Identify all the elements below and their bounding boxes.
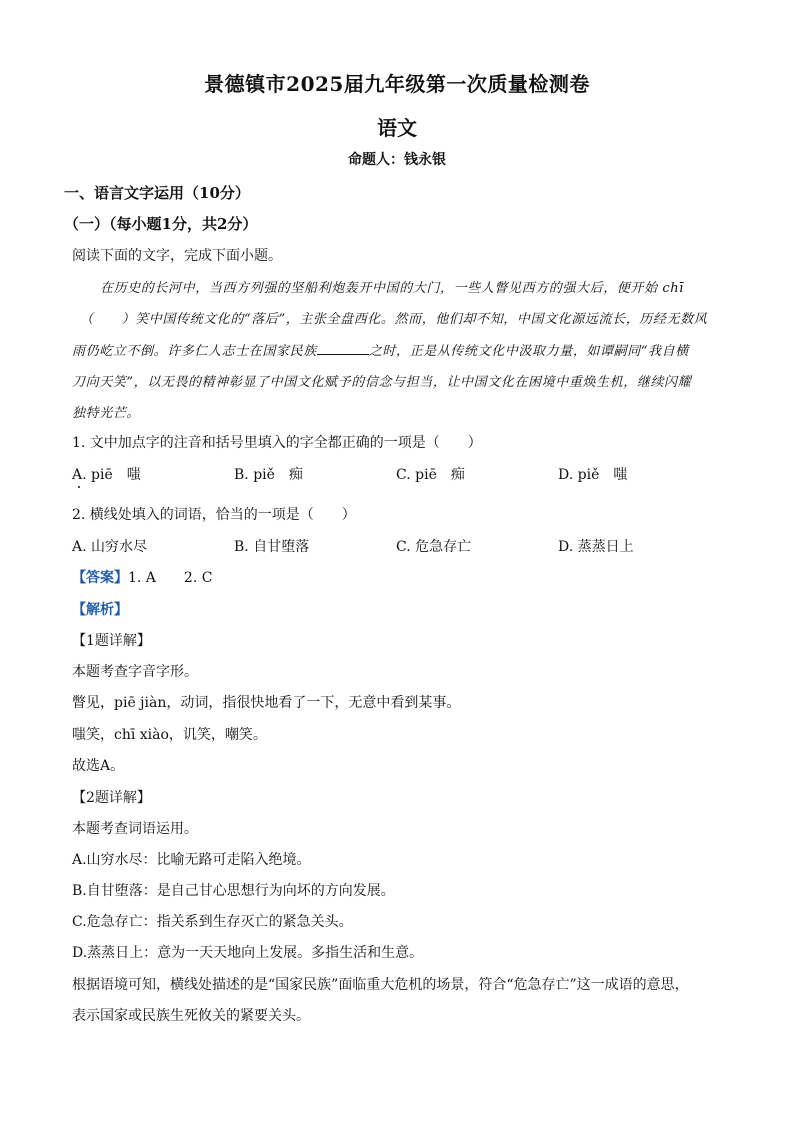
fill-in-blank-line xyxy=(317,342,369,355)
author-line: 命题人：钱永银 xyxy=(348,152,446,168)
question-2-option-d xyxy=(558,536,634,556)
answer-tag: 【答案】 xyxy=(72,570,128,586)
option-text: 蒸蒸日上 xyxy=(577,539,634,555)
question-1-option-c xyxy=(396,464,465,484)
question-2-option-b xyxy=(234,536,309,556)
option-text: piē 痴 xyxy=(415,467,465,483)
detail-2-heading: 【2题详解】 xyxy=(72,790,151,806)
detail-2-line: A.山穷水尽：比喻无路可走陷入绝境。 xyxy=(72,852,311,868)
passage-paren-open: （ xyxy=(80,312,94,327)
detail-1-line: 故选A。 xyxy=(72,758,125,774)
detail-1-line: 本题考查字音字形。 xyxy=(72,664,198,680)
section-heading: 一、语言文字运用（10分） xyxy=(64,184,250,202)
passage-line-3-end: 之时，正是从传统文化中汲取力量，如谭嗣同“我自横 xyxy=(368,344,689,359)
option-label: B. xyxy=(234,539,249,555)
passage-line-3 xyxy=(72,340,689,359)
answer-values: 1. A 2. C xyxy=(128,570,213,586)
question-1-option-a xyxy=(72,464,141,484)
option-label: D. xyxy=(558,467,574,483)
sub-section-heading: （一）（每小题1分，共2分） xyxy=(64,215,258,233)
option-label: C. xyxy=(396,467,411,483)
option-text: piē 嗤 xyxy=(91,467,141,483)
option-text: 山穷水尽 xyxy=(91,539,148,555)
question-1-stem: 1. 文中加点字的注音和括号里填入的字全都正确的一项是（ ） xyxy=(72,435,482,451)
emphasis-dot xyxy=(78,486,80,488)
detail-2-line: C.危急存亡：指关系到生存灭亡的紧急关头。 xyxy=(72,914,353,930)
question-2-option-a xyxy=(72,536,147,556)
answer-line xyxy=(72,567,212,587)
passage-line-1: 在历史的长河中，当西方列强的坚船利炮轰开中国的大门，一些人瞥见西方的强大后，便开始 chī xyxy=(100,281,684,296)
passage-line-5: 独特光芒。 xyxy=(72,406,141,421)
passage-line-4: 刀向天笑”，以无畏的精神彰显了中国文化赋予的信念与担当，让中国文化在困境中重焕生机，继续闪耀 xyxy=(72,375,692,390)
option-text: piě 嗤 xyxy=(577,467,628,483)
option-label: A. xyxy=(72,539,87,555)
detail-2-line: 表示国家或民族生死攸关的紧要关头。 xyxy=(72,1008,310,1024)
option-label: C. xyxy=(396,539,411,555)
subject-title: 语文 xyxy=(377,116,417,140)
detail-1-line: 嗤笑，chī xiào，讥笑，嘲笑。 xyxy=(72,727,267,743)
detail-2-line: 根据语境可知，横线处描述的是“国家民族”面临重大危机的场景，符合“危急存亡”这一成语的意思， xyxy=(72,977,689,993)
detail-2-line: B.自甘堕落：是自己甘心思想行为向坏的方向发展。 xyxy=(72,883,395,899)
option-text: 危急存亡 xyxy=(415,539,472,555)
reading-instruction: 阅读下面的文字，完成下面小题。 xyxy=(72,248,282,264)
detail-2-line: D.蒸蒸日上：意为一天天地向上发展。多指生活和生意。 xyxy=(72,945,424,961)
option-label: B. xyxy=(234,467,249,483)
analysis-tag: 【解析】 xyxy=(72,602,128,618)
question-1-option-b xyxy=(234,464,303,484)
detail-1-heading: 【1题详解】 xyxy=(72,633,151,649)
option-text: 自甘堕落 xyxy=(253,539,310,555)
option-label: D. xyxy=(558,539,574,555)
detail-1-line: 瞥见，piē jiàn，动词，指很快地看了一下，无意中看到某事。 xyxy=(72,695,461,711)
exam-title: 景德镇市2025届九年级第一次质量检测卷 xyxy=(204,72,590,96)
question-1-option-d xyxy=(558,464,627,484)
option-label: A. xyxy=(72,467,87,483)
passage-line-3-start: 雨仍屹立不倒。许多仁人志士在国家民族 xyxy=(72,344,317,359)
passage-line-2-text: ）笑中国传统文化的“落后”，主张全盘西化。然而，他们却不知，中国文化源远流长，历经无数风 xyxy=(121,312,708,327)
detail-2-line: 本题考查词语运用。 xyxy=(72,821,198,837)
question-2-option-c xyxy=(396,536,471,556)
option-text: piě 痴 xyxy=(253,467,303,483)
question-2-stem: 2. 横线处填入的词语，恰当的一项是（ ） xyxy=(72,507,356,523)
passage-line-2 xyxy=(80,308,707,327)
